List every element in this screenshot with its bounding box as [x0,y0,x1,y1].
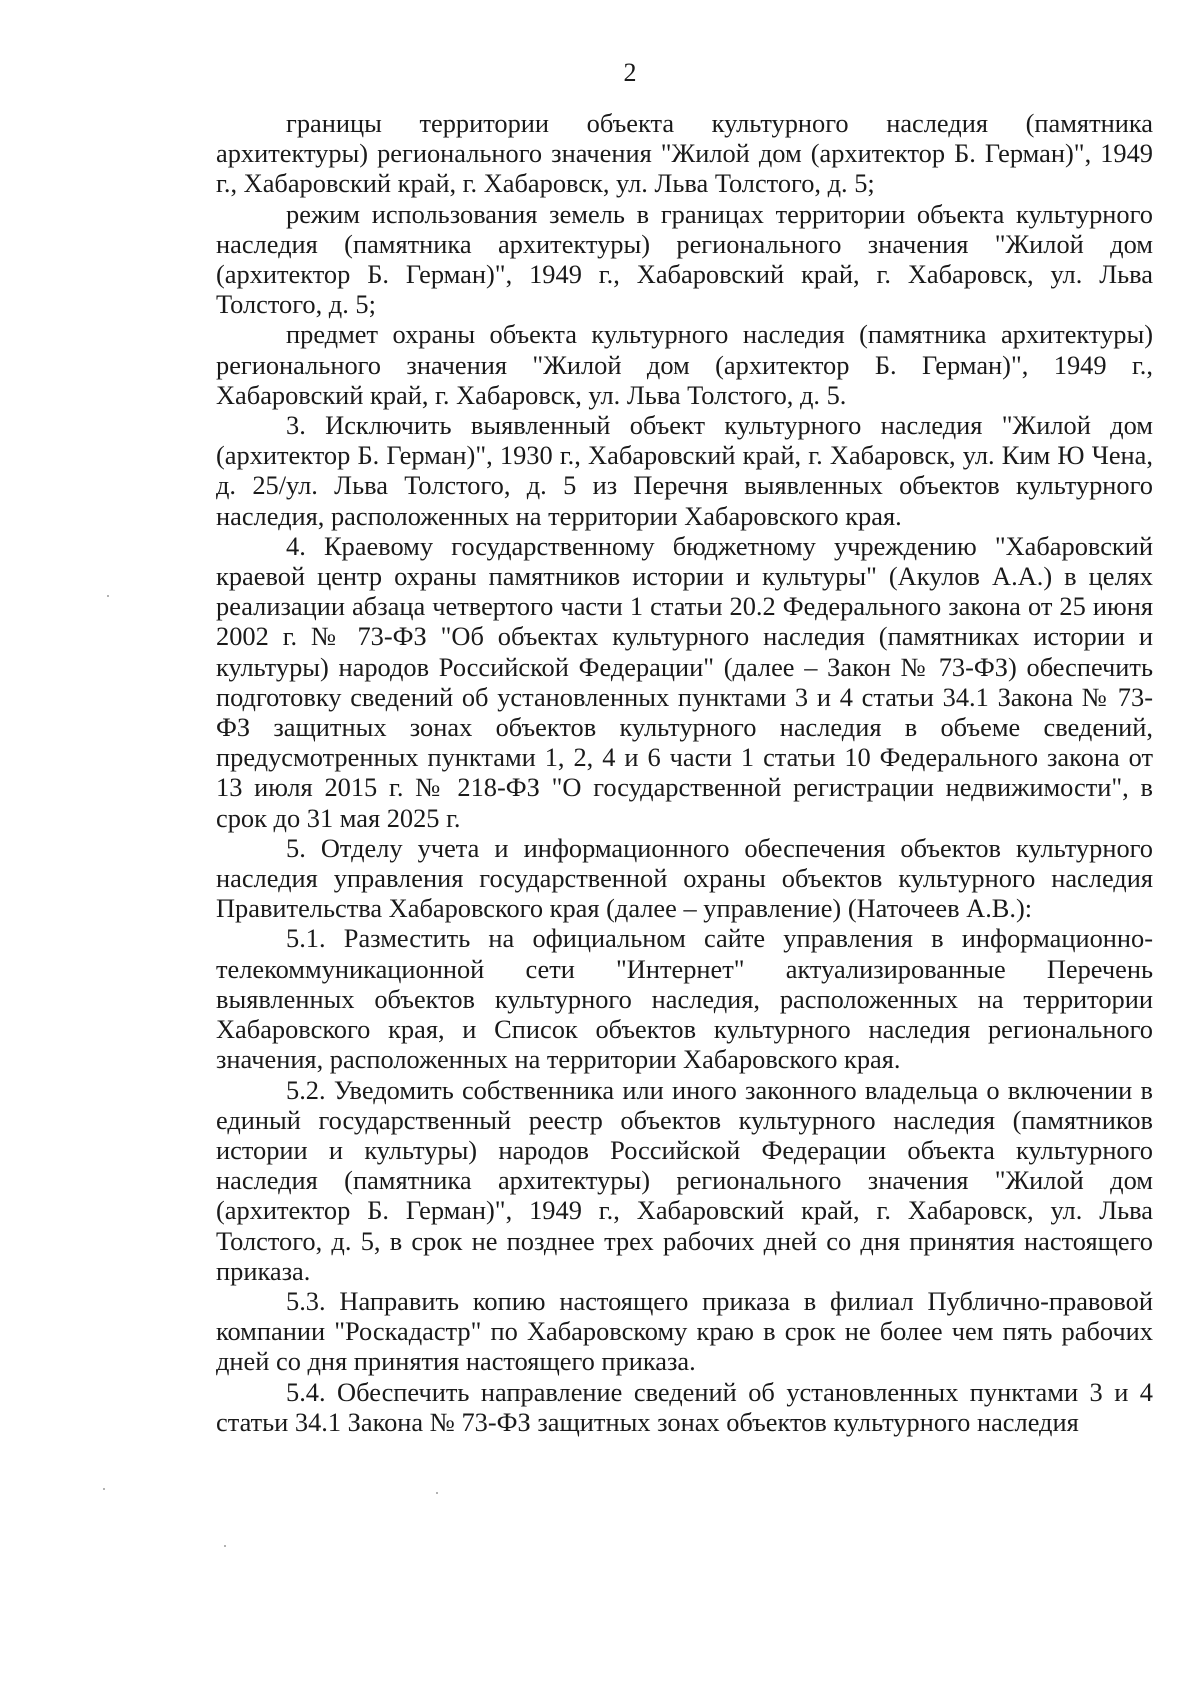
document-body [216,108,1153,1437]
paragraph-item-5-1: 5.1. Разместить на официальном сайте управления в информационно-телекоммуникационной сети "Интернет" актуализированные Перечень выявленных объектов культурного наследия, расположенных на территории Хабаровского края, и Список объектов культурного наследия регионального значения, расположенных на территории Хабаровского края. [216,923,1153,1075]
scan-speck [107,595,109,597]
paragraph-item-5-2: 5.2. Уведомить собственника или иного законного владельца о включении в единый государственный реестр объектов культурного наследия (памятников истории и культуры) народов Российской Федерации объекта культурного наследия (памятника архитектуры) регионального значения "Жилой дом (архитектор Б. Герман)", 1949 г., Хабаровский край, г. Хабаровск, ул. Льва Толстого, д. 5, в срок не позднее трех рабочих дней со дня принятия настоящего приказа. [216,1074,1153,1286]
paragraph-item-4: 4. Краевому государственному бюджетному учреждению "Хабаровский краевой центр охраны памятников истории и культуры" (Акулов А.А.) в целях реализации абзаца четвертого части 1 статьи 20.2 Федерального закона от 25 июня 2002 г. № 73-ФЗ "Об объектах культурного наследия (памятниках истории и культуры) народов Российской Федерации" (далее – Закон № 73-ФЗ) обеспечить подготовку сведений об установленных пунктами 3 и 4 статьи 34.1 Закона № 73-ФЗ защитных зонах объектов культурного наследия в объеме сведений, предусмотренных пунктами 1, 2, 4 и 6 части 1 статьи 10 Федерального закона от 13 июля 2015 г. № 218-ФЗ "О государственной регистрации недвижимости", в срок до 31 мая 2025 г. [216,530,1153,833]
paragraph-item-5-4: 5.4. Обеспечить направление сведений об установленных пунктами 3 и 4 статьи 34.1 Закона № 73-ФЗ защитных зонах объектов культурного наследия [216,1376,1153,1437]
scan-speck [224,1545,226,1547]
paragraph-land-use-regime: режим использования земель в границах территории объекта культурного наследия (памятника архитектуры) регионального значения "Жилой дом (архитектор Б. Герман)", 1949 г., Хабаровский край, г. Хабаровск, ул. Льва Толстого, д. 5; [216,198,1153,320]
paragraph-territory-boundaries: границы территории объекта культурного наследия (памятника архитектуры) регионального значения "Жилой дом (архитектор Б. Герман)", 1949 г., Хабаровский край, г. Хабаровск, ул. Льва Толстого, д. 5; [216,108,1153,199]
paragraph-protection-subject: предмет охраны объекта культурного наследия (памятника архитектуры) регионального значения "Жилой дом (архитектор Б. Герман)", 1949 г., Хабаровский край, г. Хабаровск, ул. Льва Толстого, д. 5. [216,319,1153,410]
paragraph-item-3: 3. Исключить выявленный объект культурного наследия "Жилой дом (архитектор Б. Герман)", 1930 г., Хабаровский край, г. Хабаровск, ул. Ким Ю Чена, д. 25/ул. Льва Толстого, д. 5 из Перечня выявленных объектов культурного наследия, расположенных на территории Хабаровского края. [216,410,1153,531]
page-number: 2 [623,58,637,87]
paragraph-item-5-3: 5.3. Направить копию настоящего приказа в филиал Публично-правовой компании "Роскадастр" по Хабаровскому краю в срок не более чем пять рабочих дней со дня принятия настоящего приказа. [216,1285,1153,1377]
paragraph-item-5: 5. Отделу учета и информационного обеспечения объектов культурного наследия управления государственной охраны объектов культурного наследия Правительства Хабаровского края (далее – управление) (Наточеев А.В.): [216,832,1153,924]
scan-speck [436,1492,438,1494]
scan-speck [103,1488,105,1490]
